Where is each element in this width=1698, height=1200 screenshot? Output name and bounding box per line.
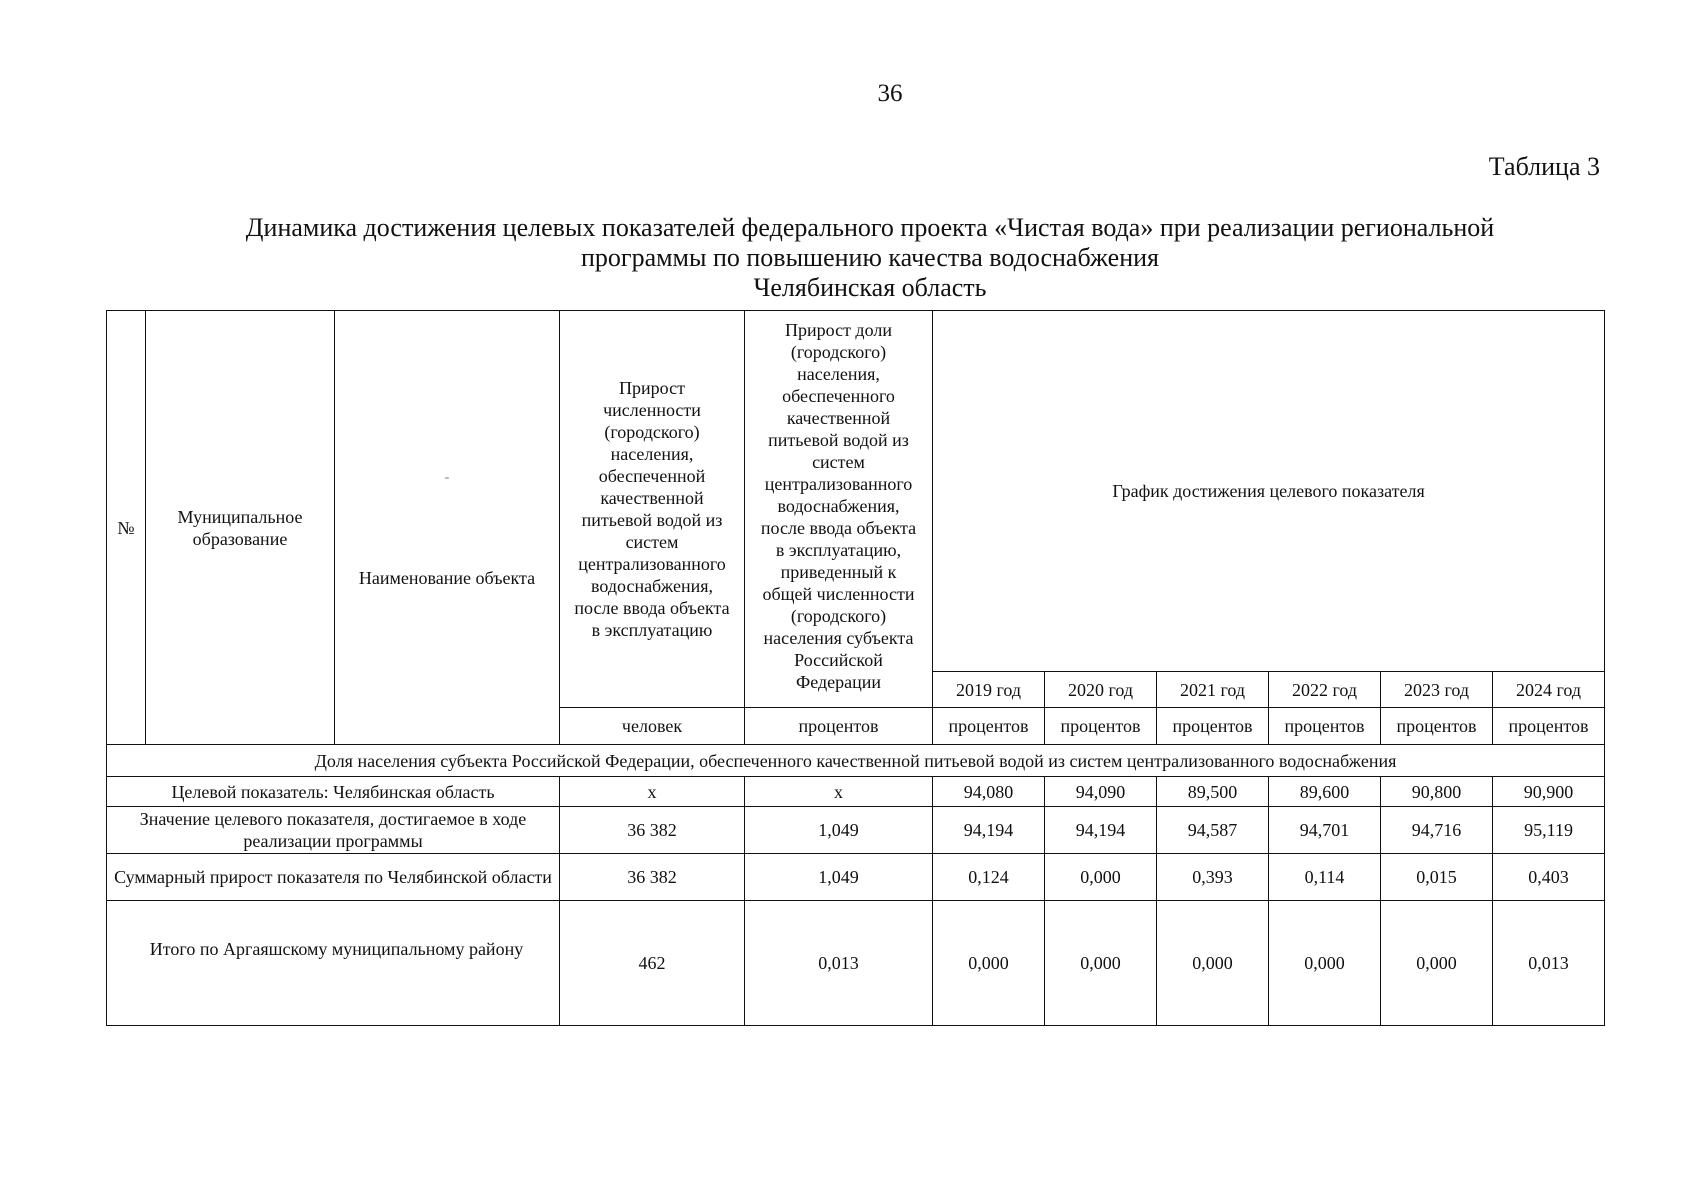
table-row [107,854,1605,901]
row-value-2022: 0,000 [1269,901,1381,1026]
row-label: Суммарный прирост показателя по Челябинской области [107,854,560,901]
row-label: Целевой показатель: Челябинская область [107,777,560,807]
header-object-name [335,311,560,745]
row-value-2019: 94,194 [933,807,1045,854]
row-value-2022: 94,701 [1269,807,1381,854]
year-2022: 2022 год [1269,672,1381,708]
row-value-2024: 95,119 [1493,807,1605,854]
unit-percent: процентов [745,708,933,745]
row-share: х [745,777,933,807]
row-value-2023: 94,716 [1381,807,1493,854]
row-people: 36 382 [560,854,745,901]
unit-2024: процентов [1493,708,1605,745]
header-share-growth: Прирост доли (городского) населения, обеспеченного качественной питьевой водой из систем централизованного водоснабжения, после ввода объекта в эксплуатацию, приведенный к общей численности (городского) населения субъекта Российской Федерации [745,311,933,708]
header-object-dash: - [444,469,450,485]
row-value-2022: 89,600 [1269,777,1381,807]
row-share: 1,049 [745,854,933,901]
unit-2023: процентов [1381,708,1493,745]
row-value-2019: 0,000 [933,901,1045,1026]
row-value-2021: 94,587 [1157,807,1269,854]
header-row [107,311,1605,672]
row-value-2022: 0,114 [1269,854,1381,901]
year-2024: 2024 год [1493,672,1605,708]
unit-2021: процентов [1157,708,1269,745]
document-title [150,213,1590,303]
row-value-2023: 90,800 [1381,777,1493,807]
row-value-2021: 89,500 [1157,777,1269,807]
row-value-2020: 0,000 [1045,854,1157,901]
row-value-2020: 0,000 [1045,901,1157,1026]
year-2020: 2020 год [1045,672,1157,708]
header-object-label: Наименование объекта [358,567,536,588]
unit-2022: процентов [1269,708,1381,745]
row-share: 1,049 [745,807,933,854]
title-line-1: Динамика достижения целевых показателей федерального проекта «Чистая вода» при реализации региональной [245,213,1495,242]
header-number: № [107,311,146,745]
section-title-row [107,745,1605,777]
table-row [107,901,1605,1026]
year-2019: 2019 год [933,672,1045,708]
section-title: Доля населения субъекта Российской Федерации, обеспеченного качественной питьевой водой из систем централизованного водоснабжения [107,745,1605,777]
row-share: 0,013 [745,901,933,1026]
row-value-2024: 90,900 [1493,777,1605,807]
page-number: 36 [877,80,903,107]
row-value-2024: 0,013 [1493,901,1605,1026]
row-value-2024: 0,403 [1493,854,1605,901]
table-row [107,807,1605,854]
table-label: Таблица 3 [1488,152,1600,181]
row-people: 36 382 [560,807,745,854]
year-2023: 2023 год [1381,672,1493,708]
row-label: Итого по Аргаяшскому муниципальному району [107,901,560,1026]
row-value-2020: 94,194 [1045,807,1157,854]
header-population-growth: Прирост численности (городского) населения, обеспеченной качественной питьевой водой из систем централизованного водоснабжения, после ввода объекта в эксплуатацию [560,311,745,708]
row-value-2023: 0,015 [1381,854,1493,901]
row-label: Значение целевого показателя, достигаемое в ходе реализации программы [107,807,560,854]
header-schedule: График достижения целевого показателя [933,311,1605,672]
region-name: Челябинская область [753,273,987,302]
title-line-2: программы по повышению качества водоснабжения [580,243,1159,272]
row-people: 462 [560,901,745,1026]
header-municipality: Муниципальное образование [146,311,335,745]
unit-people: человек [560,708,745,745]
indicator-table [106,310,1605,1026]
table-row [107,777,1605,807]
row-value-2021: 0,393 [1157,854,1269,901]
row-value-2019: 0,124 [933,854,1045,901]
row-value-2023: 0,000 [1381,901,1493,1026]
row-value-2021: 0,000 [1157,901,1269,1026]
row-people: х [560,777,745,807]
unit-2019: процентов [933,708,1045,745]
row-value-2020: 94,090 [1045,777,1157,807]
unit-2020: процентов [1045,708,1157,745]
year-2021: 2021 год [1157,672,1269,708]
row-value-2019: 94,080 [933,777,1045,807]
